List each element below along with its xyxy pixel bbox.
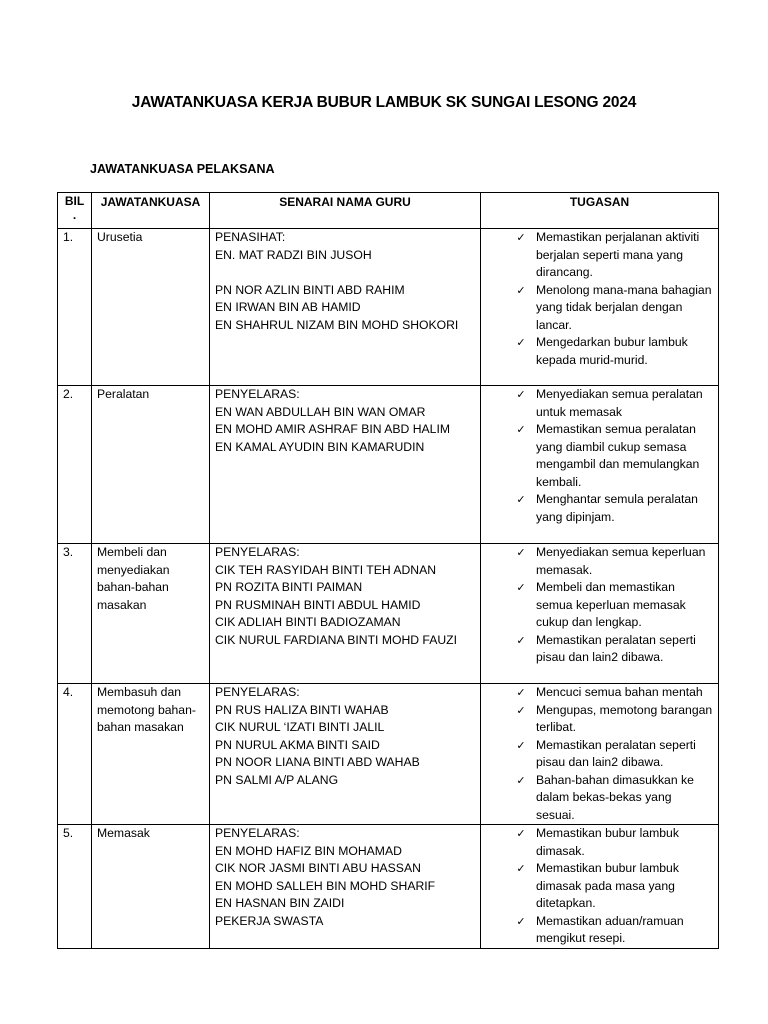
row-jawatankuasa: Membeli dan menyediakan bahan-bahan masakan xyxy=(92,544,210,684)
teacher-name: EN. MAT RADZI BIN JUSOH xyxy=(215,247,372,262)
task-text: Memastikan peralatan seperti pisau dan lain2 dibawa. xyxy=(536,737,696,769)
task-item xyxy=(514,702,713,737)
teacher-name: CIK ADLIAH BINTI BADIOZAMAN xyxy=(215,615,401,629)
task-item xyxy=(514,229,713,282)
task-text: Menyediakan semua peralatan untuk memasak xyxy=(536,387,703,419)
teacher-name: EN MOHD AMIR ASHRAF BIN ABD HALIM xyxy=(215,422,450,436)
check-icon: ✓ xyxy=(516,493,526,506)
row-tugasan xyxy=(481,229,719,386)
task-item xyxy=(514,860,713,913)
teacher-name: EN WAN ABDULLAH BIN WAN OMAR xyxy=(215,404,426,419)
task-item xyxy=(514,334,713,369)
task-item xyxy=(514,913,713,948)
check-icon: ✓ xyxy=(516,423,526,436)
teacher-name: EN MOHD SALLEH BIN MOHD SHARIF xyxy=(215,878,436,893)
role-label: PENYELARAS: xyxy=(215,545,300,559)
row-tugasan xyxy=(481,544,719,684)
table-body xyxy=(58,229,719,949)
row-bil: 5. xyxy=(58,825,92,949)
row-jawatankuasa: Membasuh dan memotong bahan-bahan masakan xyxy=(92,684,210,825)
role-label: PENASIHAT: xyxy=(215,230,286,244)
task-item xyxy=(514,632,713,667)
teacher-name: EN HASNAN BIN ZAIDI xyxy=(215,896,345,910)
row-jawatankuasa: Memasak xyxy=(92,825,210,949)
blank-line xyxy=(215,264,475,282)
task-item xyxy=(514,579,713,632)
row-bil: 2. xyxy=(58,386,92,544)
task-text: Memastikan semua peralatan yang diambil cukup semasa mengambil dan memulangkan kembali. xyxy=(536,422,700,489)
header-bil-label: BIL xyxy=(64,194,85,208)
check-icon: ✓ xyxy=(516,914,526,928)
document-title: JAWATANKUASA KERJA BUBUR LAMBUK SK SUNGAI LESONG 2024 xyxy=(131,94,637,111)
task-item xyxy=(514,684,713,702)
teacher-name: CIK NURUL FARDIANA BINTI MOHD FAUZI xyxy=(215,632,457,647)
task-text: Memastikan aduan/ramuan mengikut resepi. xyxy=(536,913,684,945)
teacher-name: PN NOOR LIANA BINTI ABD WAHAB xyxy=(215,755,420,769)
teacher-name: PN RUSMINAH BINTI ABDUL HAMID xyxy=(215,597,421,612)
task-item xyxy=(514,737,713,772)
task-item xyxy=(514,421,713,491)
check-icon: ✓ xyxy=(516,686,526,699)
row-tugasan xyxy=(481,684,719,825)
teacher-name: PEKERJA SWASTA xyxy=(215,913,324,928)
row-jawatankuasa: Peralatan xyxy=(92,386,210,544)
role-label: PENYELARAS: xyxy=(215,826,300,840)
table-row xyxy=(58,825,719,949)
row-senarai-nama-guru xyxy=(210,825,481,949)
task-text: Menghantar semula peralatan yang dipinjam. xyxy=(536,492,698,524)
task-text: Memastikan peralatan seperti pisau dan lain2 dibawa. xyxy=(536,632,696,664)
task-text: Memastikan perjalanan aktiviti berjalan seperti mana yang dirancang. xyxy=(536,230,700,279)
row-jawatankuasa: Urusetia xyxy=(92,229,210,386)
row-senarai-nama-guru xyxy=(210,386,481,544)
task-item xyxy=(514,544,713,579)
check-icon: ✓ xyxy=(516,283,526,297)
check-icon: ✓ xyxy=(516,336,526,349)
check-icon: ✓ xyxy=(516,633,526,647)
row-senarai-nama-guru xyxy=(210,544,481,684)
row-tugasan xyxy=(481,386,719,544)
committee-table xyxy=(57,192,719,949)
teacher-name: CIK NURUL ‘IZATI BINTI JALIL xyxy=(215,720,385,734)
teacher-name: PN NOR AZLIN BINTI ABD RAHIM xyxy=(215,282,405,297)
header-senarai-nama-guru: SENARAI NAMA GURU xyxy=(210,193,481,229)
row-tugasan xyxy=(481,825,719,949)
task-item xyxy=(514,386,713,421)
role-label: PENYELARAS: xyxy=(215,685,300,699)
task-item xyxy=(514,825,713,860)
row-bil: 3. xyxy=(58,544,92,684)
task-list xyxy=(486,386,713,526)
teacher-name: CIK TEH RASYIDAH BINTI TEH ADNAN xyxy=(215,562,436,577)
header-bil-dot: . xyxy=(72,208,77,222)
teacher-name: EN SHAHRUL NIZAM BIN MOHD SHOKORI xyxy=(215,317,459,332)
task-item xyxy=(514,491,713,526)
teacher-name: CIK NOR JASMI BINTI ABU HASSAN xyxy=(215,861,421,875)
header-bil xyxy=(58,193,92,229)
teacher-name: EN MOHD HAFIZ BIN MOHAMAD xyxy=(215,843,402,858)
teacher-name: PN RUS HALIZA BINTI WAHAB xyxy=(215,702,389,717)
role-label: PENYELARAS: xyxy=(215,387,300,401)
check-icon: ✓ xyxy=(516,231,526,244)
task-text: Bahan-bahan dimasukkan ke dalam bekas-bekas yang sesuai. xyxy=(536,772,694,822)
task-item xyxy=(514,282,713,335)
check-icon: ✓ xyxy=(516,738,526,752)
check-icon: ✓ xyxy=(516,546,526,559)
row-senarai-nama-guru xyxy=(210,229,481,386)
row-senarai-nama-guru xyxy=(210,684,481,825)
task-item xyxy=(514,772,713,825)
task-text: Menolong mana-mana bahagian yang tidak berjalan dengan lancar. xyxy=(536,282,712,332)
check-icon: ✓ xyxy=(516,773,526,787)
task-text: Mengedarkan bubur lambuk kepada murid-murid. xyxy=(536,335,688,367)
task-list xyxy=(486,544,713,667)
task-text: Membeli dan memastikan semua keperluan memasak cukup dan lengkap. xyxy=(536,580,686,629)
check-icon: ✓ xyxy=(516,581,526,594)
teacher-name: EN KAMAL AYUDIN BIN KAMARUDIN xyxy=(215,439,425,454)
task-text: Mencuci semua bahan mentah xyxy=(536,685,703,699)
section-title: JAWATANKUASA PELAKSANA xyxy=(90,162,275,176)
task-text: Memastikan bubur lambuk dimasak pada masa yang ditetapkan. xyxy=(536,861,679,910)
check-icon: ✓ xyxy=(516,862,526,875)
teacher-name: PN ROZITA BINTI PAIMAN xyxy=(215,580,363,594)
check-icon: ✓ xyxy=(516,827,526,840)
header-jawatankuasa: JAWATANKUASA xyxy=(92,193,210,229)
row-bil: 4. xyxy=(58,684,92,825)
task-list xyxy=(486,825,713,948)
table-row xyxy=(58,386,719,544)
row-bil: 1. xyxy=(58,229,92,386)
task-text: Mengupas, memotong barangan terlibat. xyxy=(536,702,713,734)
check-icon: ✓ xyxy=(516,388,526,401)
check-icon: ✓ xyxy=(516,703,526,717)
table-row xyxy=(58,544,719,684)
teacher-name: PN SALMI A/P ALANG xyxy=(215,772,339,787)
teacher-name: PN NURUL AKMA BINTI SAID xyxy=(215,737,380,752)
header-tugasan: TUGASAN xyxy=(481,193,719,229)
table-row xyxy=(58,684,719,825)
teacher-name: EN IRWAN BIN AB HAMID xyxy=(215,300,361,314)
task-text: Menyediakan semua keperluan memasak. xyxy=(536,545,706,577)
task-list xyxy=(486,229,713,369)
table-header-row xyxy=(58,193,719,229)
table-row xyxy=(58,229,719,386)
task-list xyxy=(486,684,713,824)
task-text: Memastikan bubur lambuk dimasak. xyxy=(536,826,679,858)
